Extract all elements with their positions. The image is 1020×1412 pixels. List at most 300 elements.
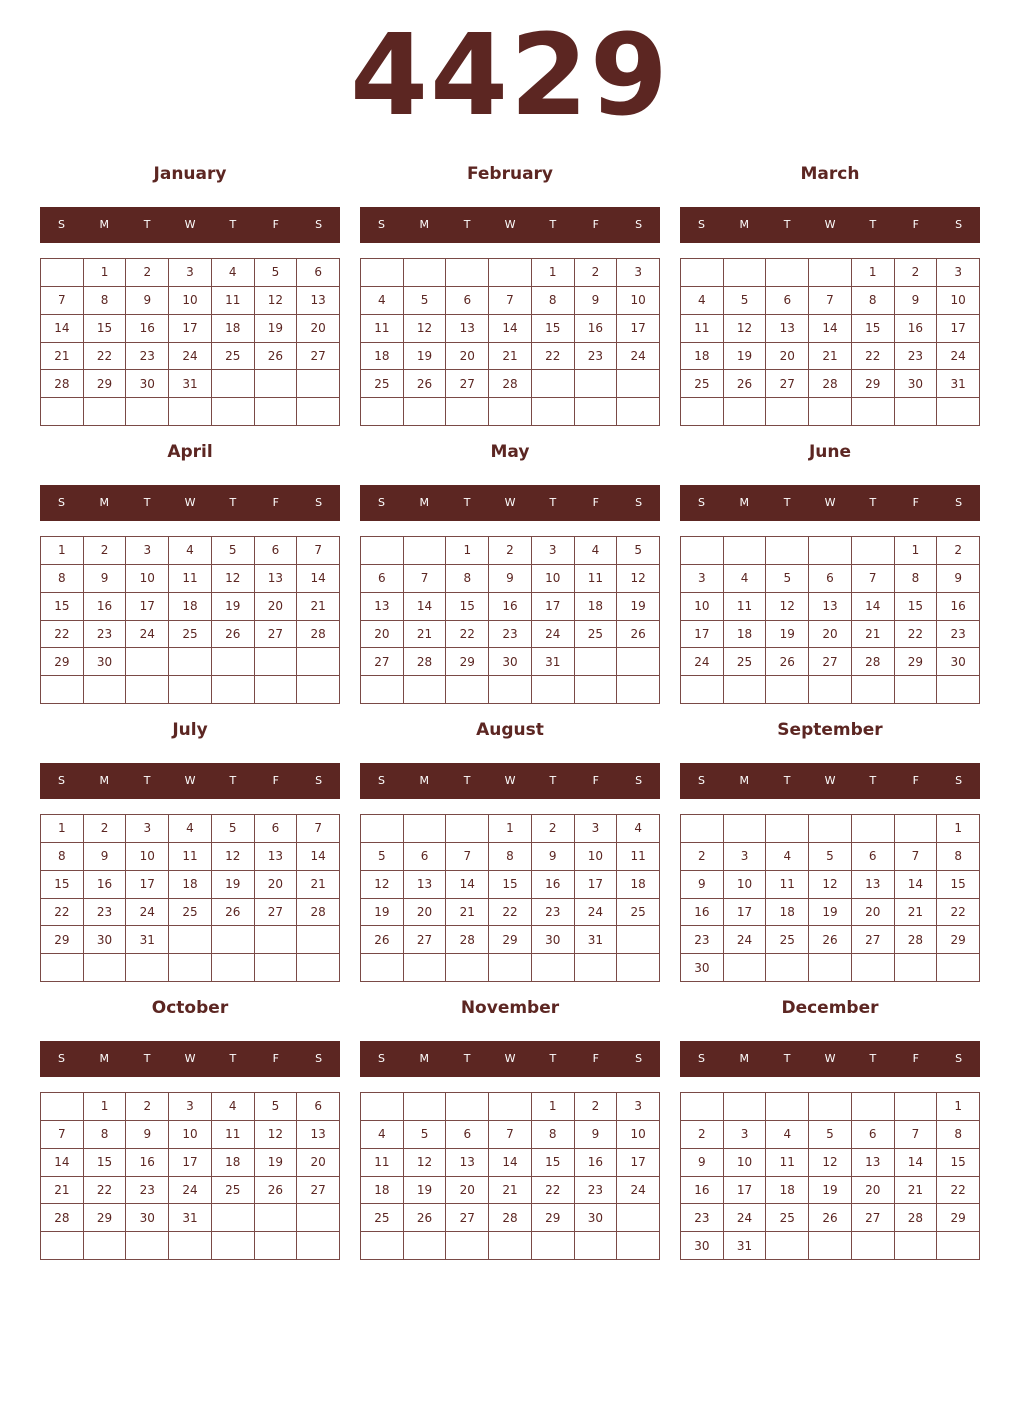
- day-cell: 10: [532, 565, 575, 593]
- weekday-label: F: [912, 774, 919, 787]
- day-cell: 19: [212, 871, 255, 899]
- day-cell: 24: [937, 343, 980, 371]
- weekday-label: T: [783, 218, 791, 231]
- weekday-header: [40, 763, 340, 799]
- day-cell: 18: [766, 1177, 809, 1205]
- day-cell: 10: [724, 871, 767, 899]
- day-cell: 17: [617, 315, 660, 343]
- empty-day-cell: [84, 398, 127, 426]
- day-cell: 10: [126, 843, 169, 871]
- day-cell: 15: [937, 1149, 980, 1177]
- empty-day-cell: [809, 1232, 852, 1260]
- weekday-label: T: [143, 218, 151, 231]
- day-cell: 1: [84, 259, 127, 287]
- day-cell: 9: [937, 565, 980, 593]
- empty-day-cell: [212, 398, 255, 426]
- empty-day-cell: [489, 398, 532, 426]
- day-cell: 30: [895, 370, 938, 398]
- day-cell: 8: [446, 565, 489, 593]
- day-cell: 6: [297, 1093, 340, 1121]
- day-cell: 13: [297, 287, 340, 315]
- day-cell: 4: [617, 815, 660, 843]
- weekday-label: T: [869, 1052, 877, 1065]
- day-cell: 20: [852, 899, 895, 927]
- day-cell: 29: [41, 648, 84, 676]
- empty-day-cell: [255, 648, 298, 676]
- day-cell: 16: [681, 1177, 724, 1205]
- empty-day-cell: [937, 1232, 980, 1260]
- day-cell: 30: [84, 648, 127, 676]
- day-cell: 27: [809, 648, 852, 676]
- day-cell: 20: [361, 621, 404, 649]
- empty-day-cell: [446, 259, 489, 287]
- day-cell: 4: [766, 1121, 809, 1149]
- weekday-label: F: [592, 218, 599, 231]
- empty-day-cell: [724, 815, 767, 843]
- day-cell: 22: [937, 1177, 980, 1205]
- day-cell: 12: [766, 593, 809, 621]
- day-cell: 19: [724, 343, 767, 371]
- day-grid: [360, 814, 660, 982]
- day-cell: 16: [126, 315, 169, 343]
- day-cell: 8: [937, 1121, 980, 1149]
- weekday-label: S: [635, 496, 643, 509]
- day-cell: 11: [575, 565, 618, 593]
- empty-day-cell: [617, 648, 660, 676]
- empty-day-cell: [169, 926, 212, 954]
- year-title: 4429: [350, 11, 670, 141]
- day-cell: 5: [212, 537, 255, 565]
- day-cell: 6: [852, 843, 895, 871]
- day-cell: 5: [404, 1121, 447, 1149]
- empty-day-cell: [212, 676, 255, 704]
- weekday-label: T: [463, 774, 471, 787]
- weekday-label: T: [869, 496, 877, 509]
- day-cell: 22: [84, 343, 127, 371]
- day-cell: 4: [169, 537, 212, 565]
- weekday-label: W: [824, 496, 836, 509]
- day-cell: 6: [766, 287, 809, 315]
- empty-day-cell: [297, 1232, 340, 1260]
- empty-day-cell: [169, 398, 212, 426]
- weekday-header: [680, 763, 980, 799]
- empty-day-cell: [852, 398, 895, 426]
- day-cell: 14: [852, 593, 895, 621]
- empty-day-cell: [255, 676, 298, 704]
- weekday-label: S: [377, 218, 385, 231]
- day-cell: 12: [255, 287, 298, 315]
- day-cell: 6: [255, 815, 298, 843]
- day-cell: 23: [84, 899, 127, 927]
- day-cell: 15: [895, 593, 938, 621]
- day-cell: 11: [617, 843, 660, 871]
- day-cell: 19: [809, 899, 852, 927]
- empty-day-cell: [126, 1232, 169, 1260]
- day-cell: 25: [766, 926, 809, 954]
- day-cell: 11: [169, 565, 212, 593]
- day-cell: 13: [446, 1149, 489, 1177]
- empty-day-cell: [255, 1232, 298, 1260]
- day-cell: 30: [84, 926, 127, 954]
- day-cell: 20: [404, 899, 447, 927]
- empty-day-cell: [766, 676, 809, 704]
- day-cell: 24: [617, 1177, 660, 1205]
- weekday-label: F: [592, 496, 599, 509]
- weekday-label: S: [697, 1052, 705, 1065]
- day-cell: 13: [852, 1149, 895, 1177]
- day-cell: 11: [766, 871, 809, 899]
- empty-day-cell: [404, 815, 447, 843]
- empty-day-cell: [169, 1232, 212, 1260]
- weekday-label: S: [315, 218, 323, 231]
- day-cell: 6: [255, 537, 298, 565]
- weekday-label: T: [143, 774, 151, 787]
- month-name: December: [781, 998, 879, 1018]
- day-cell: 16: [532, 871, 575, 899]
- day-cell: 5: [212, 815, 255, 843]
- day-cell: 19: [212, 593, 255, 621]
- day-cell: 9: [895, 287, 938, 315]
- empty-day-cell: [766, 537, 809, 565]
- empty-day-cell: [404, 537, 447, 565]
- month-name: January: [153, 164, 227, 184]
- day-cell: 20: [809, 621, 852, 649]
- day-cell: 29: [84, 370, 127, 398]
- day-cell: 15: [532, 315, 575, 343]
- day-cell: 8: [532, 1121, 575, 1149]
- day-cell: 5: [361, 843, 404, 871]
- day-cell: 7: [489, 1121, 532, 1149]
- empty-day-cell: [532, 370, 575, 398]
- day-cell: 17: [617, 1149, 660, 1177]
- day-cell: 15: [489, 871, 532, 899]
- day-cell: 23: [489, 621, 532, 649]
- empty-day-cell: [361, 815, 404, 843]
- weekday-label: S: [955, 496, 963, 509]
- day-cell: 9: [126, 287, 169, 315]
- weekday-label: T: [783, 496, 791, 509]
- day-cell: 22: [41, 621, 84, 649]
- day-cell: 9: [84, 843, 127, 871]
- day-cell: 13: [809, 593, 852, 621]
- day-cell: 18: [212, 1149, 255, 1177]
- weekday-label: T: [869, 218, 877, 231]
- weekday-header: [360, 207, 660, 243]
- day-cell: 10: [681, 593, 724, 621]
- day-cell: 15: [41, 871, 84, 899]
- empty-day-cell: [724, 259, 767, 287]
- day-cell: 18: [169, 593, 212, 621]
- day-cell: 25: [169, 621, 212, 649]
- empty-day-cell: [852, 815, 895, 843]
- day-cell: 14: [297, 843, 340, 871]
- day-cell: 29: [895, 648, 938, 676]
- empty-day-cell: [361, 1232, 404, 1260]
- day-cell: 7: [404, 565, 447, 593]
- day-cell: 18: [575, 593, 618, 621]
- day-cell: 5: [766, 565, 809, 593]
- empty-day-cell: [681, 676, 724, 704]
- weekday-label: F: [272, 218, 279, 231]
- empty-day-cell: [255, 370, 298, 398]
- day-cell: 1: [84, 1093, 127, 1121]
- month-name: May: [490, 442, 530, 462]
- day-cell: 23: [532, 899, 575, 927]
- empty-day-cell: [489, 259, 532, 287]
- weekday-label: S: [697, 774, 705, 787]
- weekday-label: W: [184, 774, 196, 787]
- empty-day-cell: [446, 676, 489, 704]
- day-grid: [40, 258, 340, 426]
- empty-day-cell: [361, 259, 404, 287]
- day-cell: 2: [532, 815, 575, 843]
- empty-day-cell: [126, 648, 169, 676]
- day-cell: 15: [41, 593, 84, 621]
- day-cell: 27: [255, 621, 298, 649]
- empty-day-cell: [212, 1232, 255, 1260]
- day-cell: 5: [255, 1093, 298, 1121]
- day-cell: 6: [446, 287, 489, 315]
- day-cell: 25: [169, 899, 212, 927]
- weekday-label: S: [955, 1052, 963, 1065]
- weekday-label: S: [955, 774, 963, 787]
- empty-day-cell: [809, 398, 852, 426]
- weekday-header: [360, 763, 660, 799]
- day-cell: 28: [489, 1204, 532, 1232]
- day-cell: 27: [446, 370, 489, 398]
- day-cell: 17: [169, 1149, 212, 1177]
- day-cell: 28: [489, 370, 532, 398]
- day-cell: 13: [404, 871, 447, 899]
- day-cell: 2: [84, 537, 127, 565]
- day-cell: 21: [852, 621, 895, 649]
- weekday-label: M: [739, 1052, 750, 1065]
- day-cell: 22: [489, 899, 532, 927]
- empty-day-cell: [809, 954, 852, 982]
- empty-day-cell: [617, 926, 660, 954]
- weekday-label: M: [419, 1052, 430, 1065]
- day-cell: 16: [126, 1149, 169, 1177]
- weekday-label: T: [143, 1052, 151, 1065]
- day-cell: 24: [532, 621, 575, 649]
- weekday-label: F: [272, 774, 279, 787]
- day-cell: 18: [724, 621, 767, 649]
- day-cell: 31: [532, 648, 575, 676]
- weekday-label: S: [315, 774, 323, 787]
- day-cell: 23: [84, 621, 127, 649]
- day-cell: 7: [809, 287, 852, 315]
- day-cell: 1: [41, 815, 84, 843]
- day-cell: 1: [937, 1093, 980, 1121]
- weekday-header: [680, 1041, 980, 1077]
- day-cell: 26: [809, 926, 852, 954]
- day-cell: 17: [937, 315, 980, 343]
- day-cell: 13: [766, 315, 809, 343]
- day-cell: 1: [446, 537, 489, 565]
- day-cell: 31: [937, 370, 980, 398]
- day-cell: 21: [809, 343, 852, 371]
- empty-day-cell: [255, 954, 298, 982]
- day-cell: 24: [724, 1204, 767, 1232]
- empty-day-cell: [724, 537, 767, 565]
- weekday-label: F: [912, 1052, 919, 1065]
- day-cell: 26: [617, 621, 660, 649]
- day-cell: 5: [809, 1121, 852, 1149]
- day-cell: 18: [766, 899, 809, 927]
- day-cell: 2: [489, 537, 532, 565]
- day-cell: 11: [361, 315, 404, 343]
- empty-day-cell: [617, 398, 660, 426]
- weekday-label: S: [57, 1052, 65, 1065]
- empty-day-cell: [169, 676, 212, 704]
- empty-day-cell: [169, 648, 212, 676]
- weekday-label: F: [592, 1052, 599, 1065]
- day-cell: 29: [852, 370, 895, 398]
- empty-day-cell: [895, 1093, 938, 1121]
- empty-day-cell: [212, 648, 255, 676]
- day-cell: 3: [681, 565, 724, 593]
- weekday-label: W: [184, 218, 196, 231]
- day-cell: 5: [809, 843, 852, 871]
- day-cell: 13: [255, 565, 298, 593]
- day-cell: 23: [575, 343, 618, 371]
- empty-day-cell: [937, 398, 980, 426]
- weekday-label: F: [272, 496, 279, 509]
- day-cell: 26: [404, 370, 447, 398]
- empty-day-cell: [297, 370, 340, 398]
- empty-day-cell: [446, 1232, 489, 1260]
- day-cell: 17: [532, 593, 575, 621]
- day-cell: 14: [297, 565, 340, 593]
- weekday-header: [680, 485, 980, 521]
- day-cell: 4: [361, 287, 404, 315]
- day-cell: 19: [404, 1177, 447, 1205]
- weekday-header: [40, 207, 340, 243]
- day-cell: 27: [361, 648, 404, 676]
- empty-day-cell: [724, 1093, 767, 1121]
- day-cell: 22: [532, 1177, 575, 1205]
- day-cell: 3: [532, 537, 575, 565]
- day-cell: 3: [169, 1093, 212, 1121]
- day-cell: 25: [361, 1204, 404, 1232]
- day-cell: 30: [681, 1232, 724, 1260]
- empty-day-cell: [126, 398, 169, 426]
- weekday-label: W: [504, 774, 516, 787]
- day-cell: 30: [532, 926, 575, 954]
- day-cell: 29: [446, 648, 489, 676]
- day-cell: 24: [169, 343, 212, 371]
- day-cell: 20: [766, 343, 809, 371]
- day-cell: 25: [361, 370, 404, 398]
- day-cell: 8: [852, 287, 895, 315]
- empty-day-cell: [446, 954, 489, 982]
- day-cell: 23: [937, 621, 980, 649]
- empty-day-cell: [575, 370, 618, 398]
- day-cell: 22: [84, 1177, 127, 1205]
- weekday-header: [680, 207, 980, 243]
- day-cell: 11: [212, 1121, 255, 1149]
- empty-day-cell: [212, 954, 255, 982]
- weekday-label: M: [99, 218, 110, 231]
- day-cell: 21: [895, 899, 938, 927]
- day-cell: 6: [446, 1121, 489, 1149]
- month-name: June: [808, 442, 852, 462]
- day-cell: 30: [681, 954, 724, 982]
- day-cell: 3: [126, 815, 169, 843]
- day-cell: 2: [575, 1093, 618, 1121]
- empty-day-cell: [809, 259, 852, 287]
- weekday-label: F: [912, 496, 919, 509]
- weekday-label: T: [549, 496, 557, 509]
- day-cell: 21: [41, 343, 84, 371]
- day-cell: 11: [724, 593, 767, 621]
- day-cell: 25: [617, 899, 660, 927]
- weekday-label: M: [419, 218, 430, 231]
- day-cell: 8: [895, 565, 938, 593]
- day-cell: 4: [575, 537, 618, 565]
- empty-day-cell: [852, 1232, 895, 1260]
- empty-day-cell: [404, 676, 447, 704]
- day-cell: 6: [404, 843, 447, 871]
- day-cell: 4: [212, 259, 255, 287]
- empty-day-cell: [361, 537, 404, 565]
- day-cell: 20: [446, 1177, 489, 1205]
- day-cell: 25: [766, 1204, 809, 1232]
- day-cell: 28: [809, 370, 852, 398]
- day-cell: 10: [575, 843, 618, 871]
- day-cell: 8: [84, 1121, 127, 1149]
- day-grid: [680, 258, 980, 426]
- weekday-label: M: [739, 218, 750, 231]
- day-cell: 4: [681, 287, 724, 315]
- day-cell: 4: [361, 1121, 404, 1149]
- weekday-label: F: [592, 774, 599, 787]
- day-grid: [40, 536, 340, 704]
- weekday-label: F: [912, 218, 919, 231]
- day-cell: 26: [404, 1204, 447, 1232]
- day-cell: 9: [575, 287, 618, 315]
- day-cell: 7: [446, 843, 489, 871]
- empty-day-cell: [297, 676, 340, 704]
- weekday-label: T: [549, 774, 557, 787]
- weekday-label: T: [549, 1052, 557, 1065]
- day-cell: 31: [575, 926, 618, 954]
- day-cell: 26: [212, 899, 255, 927]
- empty-day-cell: [404, 954, 447, 982]
- day-cell: 12: [404, 315, 447, 343]
- day-cell: 3: [617, 259, 660, 287]
- weekday-label: W: [824, 218, 836, 231]
- day-cell: 27: [297, 343, 340, 371]
- empty-day-cell: [169, 954, 212, 982]
- day-cell: 17: [126, 593, 169, 621]
- weekday-label: F: [272, 1052, 279, 1065]
- day-cell: 24: [169, 1177, 212, 1205]
- day-cell: 16: [84, 871, 127, 899]
- day-grid: [680, 1092, 980, 1260]
- weekday-label: W: [504, 1052, 516, 1065]
- empty-day-cell: [84, 676, 127, 704]
- weekday-label: T: [783, 1052, 791, 1065]
- day-cell: 10: [169, 287, 212, 315]
- weekday-label: W: [504, 218, 516, 231]
- day-cell: 30: [937, 648, 980, 676]
- day-cell: 12: [404, 1149, 447, 1177]
- empty-day-cell: [617, 676, 660, 704]
- empty-day-cell: [681, 259, 724, 287]
- month-name: March: [800, 164, 860, 184]
- weekday-label: T: [783, 774, 791, 787]
